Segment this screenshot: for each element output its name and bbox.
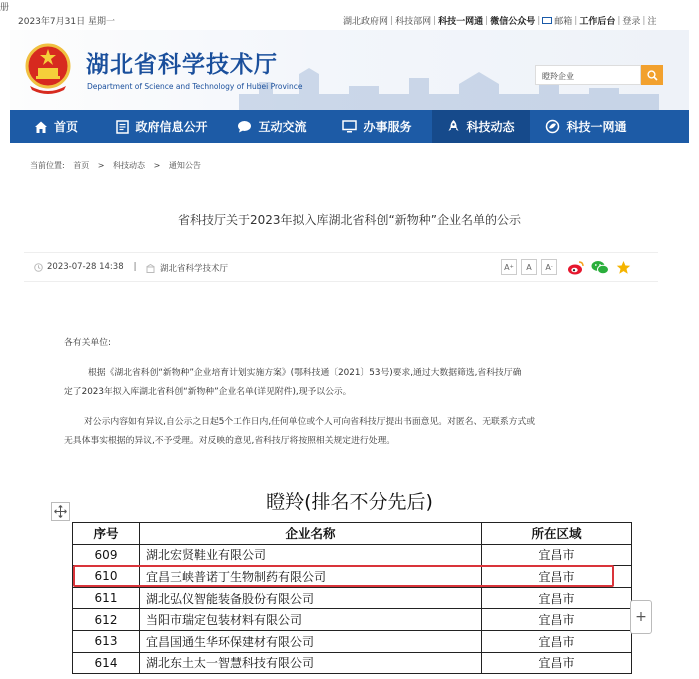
breadcrumb-separator: > [153,161,161,170]
site-subtitle: Department of Science and Technology of Hubei Province [87,82,303,91]
meta-separator: | [133,262,137,272]
article-meta [24,252,658,282]
site-banner [10,30,689,110]
link-register[interactable]: 注 [647,17,657,27]
link-separator: | [390,15,394,26]
globe-icon [545,119,560,134]
link-login[interactable]: 登录 [622,17,641,27]
nav-label: 政府信息公开 [135,120,208,134]
row-company: 湖北东土太一智慧科技有限公司 [140,652,482,674]
article-tools [501,259,631,275]
row-region: 宜昌市 [482,544,632,566]
breadcrumb-notices[interactable]: 通知公告 [168,161,201,170]
move-arrows-icon [54,505,67,518]
table-row [73,609,632,631]
row-company: 宜昌国通生华环保建材有限公司 [140,630,482,652]
link-separator: | [485,15,489,26]
row-company: 宜昌三峡普诺丁生物制药有限公司 [140,566,482,588]
star-favorite-icon[interactable] [616,260,631,275]
breadcrumb-tech-news[interactable]: 科技动态 [113,161,146,170]
link-separator: | [642,15,646,26]
nav-label: 首页 [53,120,78,134]
add-row-button[interactable]: + [630,600,652,634]
font-size-label: A [545,262,551,272]
publish-time-value: 2023-07-28 14:38 [47,262,124,272]
monitor-icon [342,120,357,133]
breadcrumb-home[interactable]: 首页 [73,161,90,170]
font-size-medium-button[interactable] [521,259,537,275]
search-icon [647,70,658,81]
nav-item-keji-yiwangtong[interactable] [530,110,642,143]
nav-label: 科技动态 [466,120,515,134]
nav-label: 科技一网通 [566,120,627,134]
font-size-large-button[interactable]: A + [501,259,517,275]
header-region: 所在区域 [482,523,632,545]
link-most[interactable]: 科技部网 [395,17,432,27]
table-header-row [73,523,632,545]
link-separator: | [574,15,578,26]
link-work-backend[interactable]: 工作后台 [579,17,616,27]
font-size-small-button[interactable]: A - [541,259,557,275]
table-title: 瞪羚(排名不分先后) [266,491,433,513]
company-list-table [72,522,632,674]
nav-label: 互动交流 [258,120,307,134]
main-nav [10,110,689,143]
row-company: 湖北宏贤鞋业有限公司 [140,544,482,566]
table-row [73,652,632,674]
header-index: 序号 [73,523,140,545]
publish-time [34,262,136,272]
link-separator: | [617,15,621,26]
link-keji-yiwangtong[interactable]: 科技一网通 [438,17,484,27]
table-row [73,587,632,609]
mail-icon [542,17,552,24]
row-index: 611 [73,587,140,609]
search-button[interactable] [641,65,663,85]
clock-icon [34,263,43,272]
breadcrumb-separator: > [97,161,105,170]
row-region: 宜昌市 [482,630,632,652]
top-bar [0,0,699,34]
table-row [73,544,632,566]
row-region: 宜昌市 [482,566,632,588]
national-emblem-icon [24,40,72,96]
row-index: 609 [73,544,140,566]
chat-icon [237,120,252,133]
row-company: 湖北弘仪智能装备股份有限公司 [140,587,482,609]
nav-item-gov-info[interactable] [102,110,222,143]
table-row [73,630,632,652]
rocket-icon [447,119,460,134]
row-index: 613 [73,630,140,652]
row-company: 当阳市瑞定包装材料有限公司 [140,609,482,631]
site-title[interactable]: 湖北省科学技术厅 [86,52,278,78]
breadcrumb [30,160,207,171]
building-icon [146,264,155,273]
row-region: 宜昌市 [482,587,632,609]
nav-item-home[interactable] [10,110,102,143]
row-index: 614 [73,652,140,674]
nav-label: 办事服务 [363,120,412,134]
paragraph-greeting: 各有关单位: [64,338,111,348]
font-size-label: A [504,262,510,272]
article-title: 省科技厅关于2023年拟入库湖北省科创“新物种”企业名单的公示 [178,213,521,227]
row-index: 612 [73,609,140,631]
link-mailbox[interactable]: 邮箱 [554,17,573,27]
article-source-value: 湖北省科学技术厅 [160,264,229,274]
font-size-label: A [526,262,532,272]
link-separator: | [537,15,541,26]
search-input[interactable]: 瞪羚企业 [535,65,641,85]
nav-item-services[interactable] [322,110,432,143]
link-hubei-gov[interactable]: 湖北政府网 [343,17,389,27]
link-separator: | [433,15,437,26]
table-row [73,566,632,588]
row-index: 610 [73,566,140,588]
current-date: 2023年7月31日 星期一 [18,17,115,27]
article-source [146,262,228,274]
paragraph-objection-line2: 无具体事实根据的异议,不予受理。对反映的意见,省科技厅将按照相关规定进行处理。 [64,436,396,446]
nav-item-interaction[interactable] [222,110,322,143]
link-wechat-account[interactable]: 微信公众号 [490,17,536,27]
table-move-handle[interactable] [51,502,70,521]
header-company-name: 企业名称 [140,523,482,545]
paragraph-objection-line1: 对公示内容如有异议,自公示之日起5个工作日内,任何单位或个人可向省科技厅提出书面意见。对匿名、无联系方式或 [84,417,536,427]
breadcrumb-prefix: 当前位置: [30,161,65,170]
home-icon [34,120,48,134]
top-links [343,14,656,27]
paragraph-basis-line1: 根据《湖北省科创“新物种”企业培育计划实施方案》(鄂科技通〔2021〕53号)要求,通过大数据筛选,省科技厅确 [88,368,522,378]
paragraph-basis-line2: 定了2023年拟入库湖北省科创“新物种”企业名单(详见附件),现予以公示。 [64,387,352,397]
row-region: 宜昌市 [482,609,632,631]
document-icon [116,120,129,134]
row-region: 宜昌市 [482,652,632,674]
wechat-icon[interactable] [591,260,609,275]
weibo-icon[interactable] [567,260,585,275]
nav-item-tech-news[interactable] [432,110,530,143]
register-link-wrap[interactable]: 册 [0,3,10,13]
